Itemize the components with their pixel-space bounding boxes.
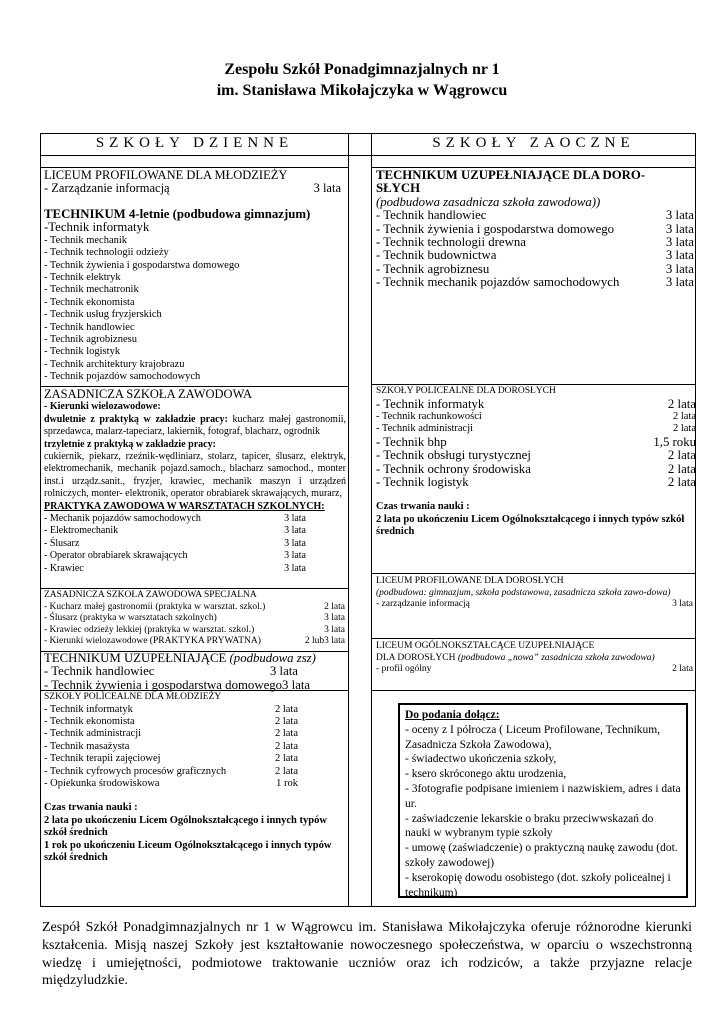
section-policealne-dorosli bbox=[376, 386, 696, 539]
list-item bbox=[44, 525, 306, 537]
section-lo-uzupelniajace bbox=[376, 641, 696, 676]
section-title: SZKOŁY POLICEALNE DLA DOROSŁYCH bbox=[376, 386, 556, 396]
section-liceum-dorosli bbox=[376, 576, 696, 611]
item-name: - Technik rachunkowości bbox=[376, 411, 482, 422]
list-item bbox=[376, 209, 694, 222]
section-liceum-profilowane bbox=[44, 169, 344, 196]
item-name: - Technik cyfrowych procesów graficznych bbox=[44, 765, 227, 777]
list-item bbox=[376, 463, 696, 476]
item-duration: 2 lata bbox=[274, 716, 298, 727]
list-item: - zaświadczenie lekarskie o braku przeciwwskazań do nauki w wybranym typie szkoły bbox=[405, 812, 654, 840]
page-title-line1: Zespołu Szkół Ponadgimnazjalnych nr 1 bbox=[224, 61, 500, 78]
list-item: - profil ogólny 2 lata bbox=[376, 664, 693, 675]
list-item: - Technik ekonomista bbox=[44, 296, 135, 308]
section-title: ZASADNICZA SZKOŁA ZAWODOWA bbox=[44, 387, 253, 401]
table-border bbox=[40, 906, 696, 907]
tu-list bbox=[44, 665, 348, 692]
zszs-list bbox=[44, 602, 345, 648]
item-duration: 3 lata bbox=[324, 624, 345, 635]
item-duration: 2 lata bbox=[324, 601, 345, 612]
list-item bbox=[44, 753, 298, 765]
list-item: - ksero skróconego aktu urodzenia, bbox=[405, 768, 567, 781]
list-item bbox=[44, 602, 345, 614]
list-item: - Technik architektury krajobrazu bbox=[44, 358, 185, 370]
list-item bbox=[376, 236, 694, 249]
list-item: - Technik logistyk bbox=[44, 346, 121, 358]
item-name: - Technik budownictwa bbox=[376, 248, 497, 263]
list-item bbox=[376, 398, 696, 411]
section-title: TECHNIKUM 4-letnie (podbudowa gimnazjum) bbox=[44, 207, 311, 221]
item-name: - Technik żywienia i gospodarstwa domowego bbox=[44, 677, 283, 692]
list-item bbox=[44, 613, 345, 625]
item-duration: 3 lata bbox=[269, 664, 298, 679]
row-divider bbox=[371, 384, 696, 385]
tri-paragraph: cukiernik, piekarz, rzeźnik-wędliniarz, stolarz, tapicer, ślusarz, elektryk, elektromechanik, mechanik pojazd.samoch., blacharz samochod., monter inst.i urządz.sanit., fryzjer, krawiec, mechanik maszyn i urządzeń rolniczych, monter- elektronik, operator obrabiarek skrawających, murarz, bbox=[44, 450, 346, 500]
czas-line-1: 2 lata po ukończeniu Licem Ogólnokształcącego i innych typów szkół średnich bbox=[376, 513, 685, 538]
item-name: - Technik mechanik pojazdów samochodowych bbox=[376, 275, 620, 290]
item-duration: 2 lata bbox=[274, 765, 298, 777]
item-name: - Operator obrabiarek skrawających bbox=[44, 550, 188, 562]
list-item: -Technik informatyk bbox=[44, 220, 150, 235]
item-duration: 2 lata bbox=[667, 448, 696, 463]
row-divider bbox=[371, 573, 696, 574]
czas-line-2: 1 rok po ukończeniu Liceum Ogólnokształcącego i innych typów szkół średnich bbox=[44, 839, 332, 864]
item-name: - Technik logistyk bbox=[376, 475, 469, 490]
table-border bbox=[40, 133, 41, 907]
list-item: - Technik mechatronik bbox=[44, 284, 139, 296]
list-item bbox=[376, 411, 696, 423]
spd-list bbox=[376, 398, 696, 490]
item-duration: 3 lata bbox=[284, 562, 306, 574]
list-item bbox=[376, 249, 694, 262]
list-item bbox=[44, 716, 298, 728]
section-zsz bbox=[44, 388, 346, 575]
list-item: - Technik handlowiec bbox=[44, 321, 135, 333]
item-duration: 2 lata bbox=[667, 396, 696, 411]
item-name: - Elektromechanik bbox=[44, 525, 119, 537]
list-item bbox=[44, 538, 306, 550]
item-name: - Technik agrobiznesu bbox=[376, 261, 490, 276]
section-technikum-dorosli bbox=[376, 169, 694, 290]
item-name: - Technik bhp bbox=[376, 434, 447, 449]
list-item: - Technik agrobiznesu bbox=[44, 334, 137, 346]
section-subtitle: (podbudowa: gimnazjum, szkoła podstawowa, zasadnicza szkoła zawo-dowa) bbox=[376, 587, 671, 598]
list-item bbox=[44, 728, 298, 740]
item-name: - Kierunki wielozawodowe (PRAKTYKA PRYWATNA) bbox=[44, 636, 261, 647]
list-item: - kserokopię dowodu osobistego (dot. szkoły policealnej i technikum) bbox=[405, 871, 671, 899]
spm-list bbox=[44, 704, 348, 791]
list-item: - Zarządzanie informacją 3 lata bbox=[44, 181, 341, 196]
item-duration: 3 lata bbox=[665, 208, 694, 223]
item-duration: 3 lata bbox=[665, 261, 694, 276]
item-duration: 3 lata bbox=[284, 550, 306, 562]
item-name: - Technik terapii zajęciowej bbox=[44, 753, 161, 765]
list-item: - oceny z I półrocza ( Liceum Profilowane, Technikum, Zasadnicza Szkoła Zawodowa), bbox=[405, 723, 661, 751]
column-divider bbox=[371, 133, 372, 907]
item-name: - Opiekunka środowiskowa bbox=[44, 778, 160, 790]
list-item bbox=[376, 263, 694, 276]
item-duration: 2 lata bbox=[274, 740, 298, 752]
list-item bbox=[44, 625, 345, 637]
section-title: SZKOŁY POLICEALNE DLA MŁODZIEŻY bbox=[44, 692, 222, 702]
item-name: - Technik technologii drewna bbox=[376, 235, 526, 250]
item-duration: 2 lub3 lata bbox=[304, 636, 345, 647]
section-subtitle: (podbudowa „nowa” zasadnicza szkoła zawodowa) bbox=[455, 652, 655, 663]
row-divider bbox=[40, 588, 349, 589]
dual-paragraph: dwuletnie z praktyką w zakładzie pracy: kucharz małej gastronomii, sprzedawca, malarz-tapeciarz, lakiernik, fotograf, blacharz, ogrodnik bbox=[44, 413, 346, 438]
list-item: - Technik żywienia i gospodarstwa domowego bbox=[44, 259, 240, 271]
list-item: - 3fotografie podpisane imieniem i nazwiskiem, adres i data ur. bbox=[405, 782, 681, 810]
tud-list bbox=[376, 209, 694, 289]
section-title: ZASADNICZA SZKOŁA ZAWODOWA SPECJALNA bbox=[44, 590, 257, 600]
item-duration: 3 lata bbox=[282, 677, 311, 692]
list-item bbox=[376, 223, 694, 236]
list-item bbox=[376, 436, 696, 449]
list-item: - świadectwo ukończenia szkoły, bbox=[405, 753, 557, 766]
list-item bbox=[376, 476, 696, 489]
item-name: - Technik ekonomista bbox=[44, 716, 135, 727]
item-duration: 3 lata bbox=[284, 537, 306, 549]
section-subtitle: (podbudowa zasadnicza szkoła zawodowa)) bbox=[376, 194, 601, 209]
item-name: - Technik żywienia i gospodarstwa domowego bbox=[376, 221, 615, 236]
item-duration: 2 lata bbox=[667, 461, 696, 476]
item-name: - Technik handlowiec bbox=[44, 664, 155, 679]
list-item bbox=[44, 550, 306, 562]
list-item: - Technik mechanik bbox=[44, 234, 128, 246]
item-duration: 1 rok bbox=[276, 778, 298, 790]
documents-box bbox=[398, 703, 688, 898]
table-border bbox=[40, 133, 696, 134]
section-title: LICEUM PROFILOWANE DLA MŁODZIEŻY bbox=[44, 168, 288, 182]
item-name: - Krawiec bbox=[44, 562, 84, 574]
list-item: - Technik usług fryzjerskich bbox=[44, 309, 162, 321]
item-name: - Kucharz małej gastronomii (praktyka w warsztat. szkol.) bbox=[44, 601, 266, 612]
documents-list bbox=[405, 723, 681, 901]
item-duration: 2 lata bbox=[672, 423, 696, 435]
item-duration: 2 lata bbox=[672, 411, 696, 422]
documents-title: Do podania dołącz: bbox=[405, 709, 500, 721]
item-name: - Technik ochrony środowiska bbox=[376, 461, 531, 476]
czas-label: Czas trwania nauki : bbox=[44, 802, 138, 814]
item-duration: 3 lata bbox=[665, 235, 694, 250]
technikum-list bbox=[44, 235, 348, 384]
item-duration: 3 lata bbox=[284, 512, 306, 524]
item-duration: 3 lata bbox=[665, 248, 694, 263]
section-title: TECHNIKUM UZUPEŁNIAJĄCE DLA DORO-SŁYCH bbox=[376, 168, 646, 196]
czas-label: Czas trwania nauki : bbox=[376, 501, 470, 513]
tri-label: trzyletnie z praktyką w zakładzie pracy: bbox=[44, 438, 216, 450]
item-duration: 3 lata bbox=[324, 613, 345, 624]
list-item: - umowę (zaświadczenie) o praktyczną naukę zawodu (dot. szkoły zawodowej) bbox=[405, 842, 678, 869]
item-name: - Technik administracji bbox=[44, 728, 142, 740]
item-duration: 3 lata bbox=[665, 275, 694, 290]
section-zsz-specjalna bbox=[44, 590, 345, 648]
item-name: - Technik obsługi turystycznej bbox=[376, 448, 531, 463]
item-duration: 2 lata bbox=[274, 753, 298, 765]
item-duration: 2 lata bbox=[274, 703, 298, 715]
section-title-2: DLA DOROSŁYCH bbox=[376, 652, 456, 663]
section-title: LICEUM OGÓLNOKSZTAŁCĄCE UZUPEŁNIAJĄCE bbox=[376, 641, 595, 651]
list-item: - Technik pojazdów samochodowych bbox=[44, 371, 201, 383]
page-title-line2: im. Stanisława Mikołajczyka w Wągrowcu bbox=[216, 82, 508, 99]
list-item bbox=[44, 704, 298, 716]
header-day-schools: SZKOŁY DZIENNE bbox=[95, 135, 294, 151]
item-duration: 3 lata bbox=[665, 221, 694, 236]
list-item: - Technik technologii odzieży bbox=[44, 247, 169, 259]
item-name: - Ślusarz bbox=[44, 537, 80, 549]
list-item: - zarządzanie informacją 3 lata bbox=[376, 599, 693, 610]
list-item bbox=[44, 563, 306, 575]
header-evening-schools: SZKOŁY ZAOCZNE bbox=[432, 135, 635, 151]
section-subtitle: (podbudowa zsz) bbox=[226, 651, 316, 665]
zsz-list bbox=[44, 513, 346, 575]
item-name: - Technik informatyk bbox=[44, 703, 133, 715]
item-name: - Technik handlowiec bbox=[376, 208, 487, 223]
list-item bbox=[44, 677, 311, 692]
item-name: - Mechanik pojazdów samochodowych bbox=[44, 512, 201, 524]
footer-paragraph: Zespół Szkół Ponadgimnazjalnych nr 1 w Wągrowcu im. Stanisława Mikołajczyka oferuje różnorodne kierunki kształcenia. Misją naszej Szkoły jest kształtowanie nowoczesnego społeczeństwa, w oparciu o wszechstronną wiedzę i umiejętności, podmiotowe traktowanie uczniów oraz ich rodziców, a także przyjazne relacje międzyludzkie. bbox=[42, 920, 692, 989]
list-item bbox=[44, 766, 298, 778]
item-duration: 3 lata bbox=[284, 525, 306, 537]
list-item bbox=[44, 513, 306, 525]
czas-line-1: 2 lata po ukończeniu Licem Ogólnokształcącego i innych typów szkół średnich bbox=[44, 814, 327, 839]
item-name: - Technik informatyk bbox=[376, 396, 485, 411]
list-item bbox=[44, 665, 298, 678]
item-duration: 2 lata bbox=[667, 475, 696, 490]
list-item bbox=[376, 276, 694, 289]
row-divider bbox=[371, 690, 696, 691]
section-title: LICEUM PROFILOWANE DLA DOROSŁYCH bbox=[376, 576, 564, 586]
section-technikum-uzupelniajace bbox=[44, 652, 348, 692]
list-item bbox=[44, 778, 298, 790]
list-item bbox=[376, 449, 696, 462]
kierunki-label: - Kierunki wielozawodowe: bbox=[44, 401, 161, 413]
section-title: TECHNIKUM UZUPEŁNIAJĄCE bbox=[44, 651, 227, 665]
row-divider bbox=[371, 638, 696, 639]
row-divider bbox=[40, 155, 696, 156]
item-name: - Technik masażysta bbox=[44, 740, 130, 752]
item-duration: 2 lata bbox=[274, 728, 298, 740]
list-item: - Technik elektryk bbox=[44, 272, 121, 284]
praktyka-label: PRAKTYKA ZAWODOWA W WARSZTATACH SZKOLNYCH: bbox=[44, 500, 325, 512]
item-name: - Ślusarz (praktyka w warsztatach szkolnych) bbox=[44, 613, 217, 624]
column-divider bbox=[348, 133, 349, 907]
list-item bbox=[44, 636, 345, 648]
item-name: - Technik administracji bbox=[376, 423, 474, 435]
section-policealne-mlodziez bbox=[44, 692, 348, 864]
list-item bbox=[44, 741, 298, 753]
section-technikum bbox=[44, 208, 348, 384]
list-item bbox=[376, 423, 696, 435]
item-name: - Krawiec odzieży lekkiej (praktyka w warsztat. szkol.) bbox=[44, 624, 255, 635]
item-duration: 1,5 roku bbox=[653, 434, 696, 449]
